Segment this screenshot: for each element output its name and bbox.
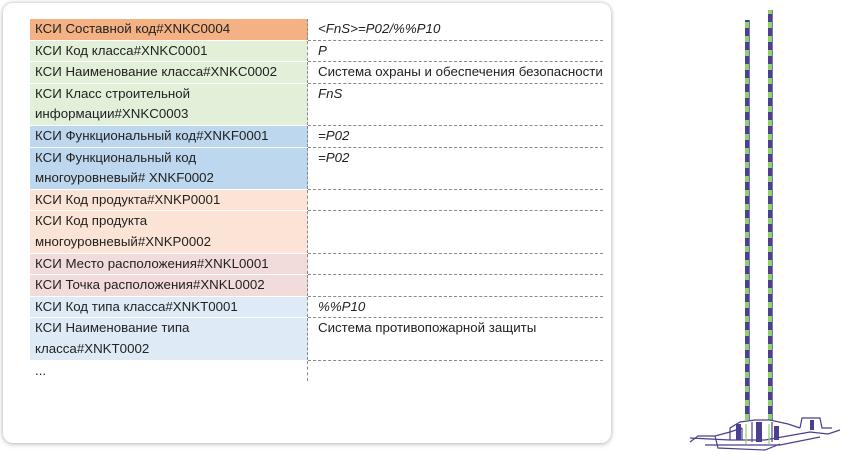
riser-pipe-right <box>768 10 773 420</box>
pipe-network-base <box>690 418 840 450</box>
properties-panel <box>3 3 611 443</box>
property-name: КСИ Наименование типа класса#XNKT0002 <box>30 318 308 360</box>
table-row[interactable] <box>30 189 603 211</box>
property-value[interactable]: Система охраны и обеспечения безопасности <box>308 62 604 84</box>
property-name: КСИ Код класса#XNKC0001 <box>30 40 308 62</box>
property-name: КСИ Функциональный код многоуровневый# XNKF0002 <box>30 147 308 189</box>
table-row[interactable] <box>30 83 603 125</box>
property-value[interactable] <box>308 211 604 253</box>
property-name: КСИ Функциональный код#XNKF0001 <box>30 125 308 147</box>
table-row[interactable] <box>30 40 603 62</box>
properties-table <box>30 19 603 382</box>
property-value[interactable] <box>308 275 604 297</box>
property-value[interactable] <box>308 189 604 211</box>
property-value[interactable]: =P02 <box>308 147 604 189</box>
property-value[interactable]: FnS <box>308 83 604 125</box>
pipe-network-accents <box>736 420 814 442</box>
property-value[interactable]: %%P10 <box>308 296 604 318</box>
table-row[interactable] <box>30 253 603 275</box>
property-name: КСИ Класс строительной информации#XNKC0003 <box>30 83 308 125</box>
property-value[interactable] <box>308 360 604 382</box>
table-row[interactable] <box>30 62 603 84</box>
property-name: ... <box>30 360 308 382</box>
table-row[interactable] <box>30 275 603 297</box>
property-name: КСИ Наименование класса#XNKC0002 <box>30 62 308 84</box>
table-row[interactable] <box>30 125 603 147</box>
table-row[interactable] <box>30 19 603 40</box>
table-row[interactable] <box>30 147 603 189</box>
riser-pipe-left <box>745 20 750 420</box>
property-value[interactable] <box>308 253 604 275</box>
table-row[interactable] <box>30 296 603 318</box>
property-name: КСИ Составной код#XNKC0004 <box>30 19 308 40</box>
3d-model-view <box>670 0 861 460</box>
property-name: КСИ Код типа класса#XNKT0001 <box>30 296 308 318</box>
property-name: КСИ Код продукта#XNKP0001 <box>30 189 308 211</box>
property-value[interactable]: P <box>308 40 604 62</box>
property-name: КСИ Код продукта многоуровневый#XNKP0002 <box>30 211 308 253</box>
property-name: КСИ Точка расположения#XNKL0002 <box>30 275 308 297</box>
table-row[interactable] <box>30 318 603 360</box>
property-value[interactable]: Система противопожарной защиты <box>308 318 604 360</box>
property-name: КСИ Место расположения#XNKL0001 <box>30 253 308 275</box>
table-row[interactable] <box>30 360 603 382</box>
property-value[interactable]: =P02 <box>308 125 604 147</box>
property-value[interactable]: <FnS>=P02/%%P10 <box>308 19 604 40</box>
table-row[interactable] <box>30 211 603 253</box>
